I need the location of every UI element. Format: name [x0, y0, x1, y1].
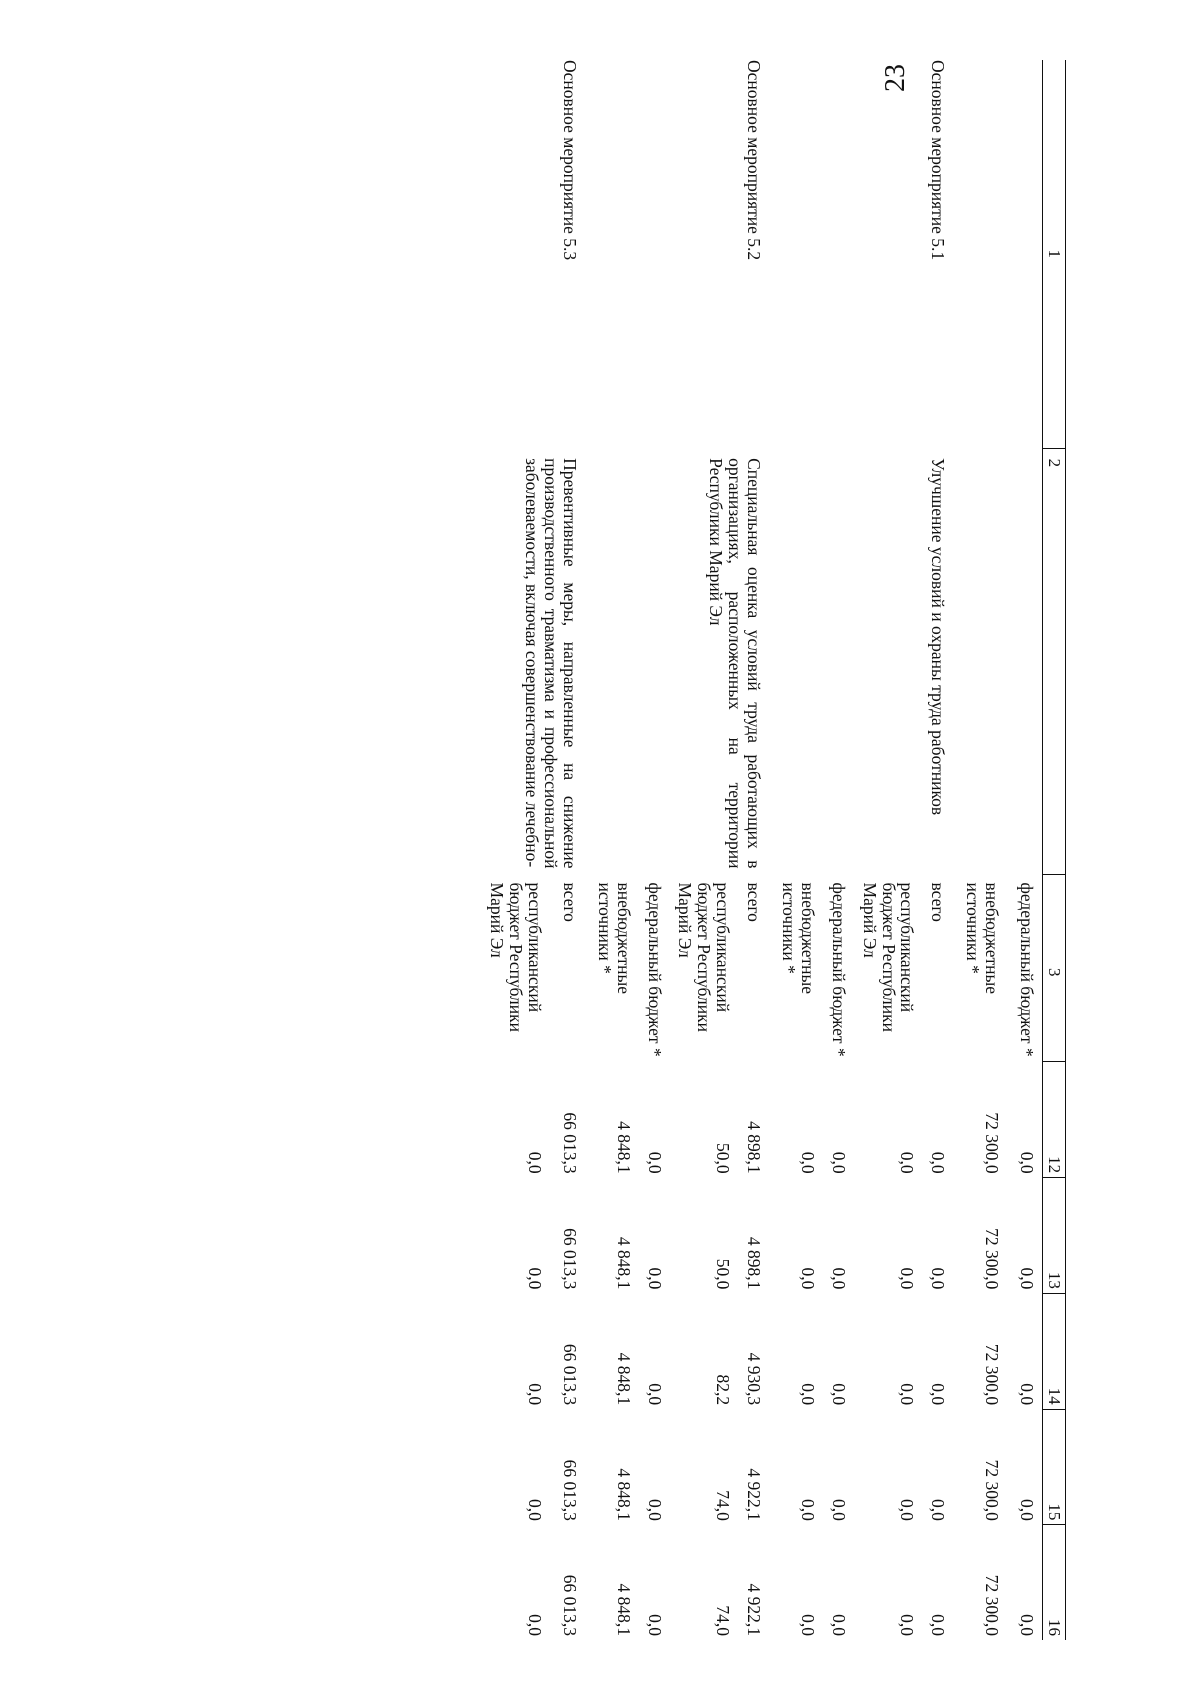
value-cell: 66 013,3: [559, 1343, 580, 1406]
value-cell: 0,0: [897, 1498, 918, 1521]
value-cell: 0,0: [524, 1267, 545, 1290]
value-cell: 4 848,1: [613, 1352, 634, 1406]
column-header-12: 12: [1043, 1062, 1066, 1178]
value-cell: 50,0: [713, 1258, 734, 1290]
activity-name: Основное мероприятие 5.2: [744, 60, 765, 261]
column-header-1: 1: [1043, 60, 1066, 448]
value-cell: 0,0: [1017, 1151, 1037, 1174]
funding-source: республиканский бюджет Республики Марий Эл: [487, 882, 545, 1032]
column-header-2: 2: [1043, 448, 1066, 874]
value-cell: 0,0: [897, 1614, 918, 1636]
value-cell: 4 848,1: [613, 1121, 634, 1174]
value-cell: 0,0: [828, 1614, 849, 1636]
value-cell: 82,2: [713, 1374, 734, 1406]
activity-description: Специальная оценка условий труда работающих в организациях, расположенных на территории Республики Марий Эл: [706, 458, 765, 869]
column-number-header-row: [1043, 60, 1066, 1640]
rotated-table-page: [206, 60, 1066, 1640]
value-cell: 74,0: [713, 1605, 734, 1636]
funding-source: внебюджетные источники *: [594, 882, 634, 995]
value-cell: 72 300,0: [982, 1459, 1003, 1521]
value-cell: 0,0: [797, 1498, 818, 1521]
value-cell: 0,0: [524, 1614, 545, 1636]
funding-source: внебюджетные источники *: [963, 882, 1003, 995]
value-cell: 0,0: [1017, 1267, 1037, 1290]
column-header-3: 3: [1043, 875, 1066, 1062]
value-cell: 0,0: [897, 1267, 918, 1290]
value-cell: 0,0: [797, 1614, 818, 1636]
table-row: [963, 60, 1001, 1640]
funding-source: внебюджетные источники *: [778, 882, 818, 995]
funding-source: федеральный бюджет *: [644, 882, 665, 1057]
value-cell: 0,0: [928, 1498, 949, 1521]
value-cell: 0,0: [897, 1151, 918, 1174]
column-header-14: 14: [1043, 1293, 1066, 1409]
value-cell: 72 300,0: [982, 1343, 1003, 1406]
column-header-16: 16: [1043, 1525, 1066, 1640]
value-cell: 0,0: [644, 1614, 665, 1636]
value-cell: 0,0: [1017, 1614, 1037, 1636]
value-cell: 50,0: [713, 1143, 734, 1174]
value-cell: 66 013,3: [559, 1112, 580, 1174]
value-cell: 0,0: [644, 1151, 665, 1174]
column-header-13: 13: [1043, 1178, 1066, 1294]
activity-name: Основное мероприятие 5.1: [928, 60, 949, 261]
value-cell: 4 898,1: [744, 1236, 765, 1290]
value-cell: 72 300,0: [982, 1574, 1003, 1636]
value-cell: 4 848,1: [613, 1468, 634, 1521]
value-cell: 0,0: [828, 1383, 849, 1406]
column-header-15: 15: [1043, 1409, 1066, 1525]
value-cell: 72 300,0: [982, 1228, 1003, 1290]
value-cell: 4 922,1: [744, 1583, 765, 1636]
table-row: [1017, 60, 1042, 1640]
value-cell: 4 848,1: [613, 1583, 634, 1636]
value-cell: 4 848,1: [613, 1236, 634, 1290]
table-row: [560, 60, 579, 1640]
activity-description: Превентивные меры, направленные на снижение производственного травматизма и профессиональной заболеваемости, включая совершенствование лечебно-: [522, 458, 580, 869]
table-row: [928, 60, 947, 1640]
value-cell: 0,0: [828, 1498, 849, 1521]
value-cell: 0,0: [644, 1383, 665, 1406]
value-cell: 0,0: [928, 1151, 949, 1174]
value-cell: 66 013,3: [559, 1228, 580, 1290]
value-cell: 0,0: [897, 1383, 918, 1406]
value-cell: 72 300,0: [982, 1112, 1003, 1174]
value-cell: 4 922,1: [744, 1468, 765, 1521]
table-row: [744, 60, 763, 1640]
funding-source: всего: [928, 882, 949, 922]
value-cell: 0,0: [797, 1151, 818, 1174]
activity-name: Основное мероприятие 5.3: [559, 60, 580, 261]
value-cell: 0,0: [644, 1267, 665, 1290]
value-cell: 0,0: [644, 1498, 665, 1521]
value-cell: 0,0: [524, 1383, 545, 1406]
budget-table: [487, 60, 1066, 1640]
value-cell: 74,0: [713, 1490, 734, 1521]
funding-source: республиканский бюджет Республики Марий Эл: [675, 882, 734, 1032]
value-cell: 0,0: [797, 1267, 818, 1290]
value-cell: 0,0: [828, 1151, 849, 1174]
value-cell: 0,0: [928, 1267, 949, 1290]
value-cell: 66 013,3: [559, 1574, 580, 1636]
page-number: 23: [880, 64, 911, 92]
value-cell: 0,0: [928, 1383, 949, 1406]
value-cell: 0,0: [928, 1614, 949, 1636]
funding-source: всего: [559, 882, 580, 922]
activity-description: Улучшение условий и охраны труда работников: [928, 458, 949, 816]
funding-source: федеральный бюджет *: [828, 882, 849, 1057]
value-cell: 0,0: [797, 1383, 818, 1406]
value-cell: 0,0: [524, 1151, 545, 1174]
value-cell: 0,0: [828, 1267, 849, 1290]
funding-source: всего: [744, 882, 765, 922]
value-cell: 0,0: [1017, 1498, 1037, 1521]
value-cell: 0,0: [1017, 1383, 1037, 1406]
value-cell: 0,0: [524, 1498, 545, 1521]
funding-source: федеральный бюджет *: [1017, 882, 1037, 1057]
value-cell: 4 898,1: [744, 1121, 765, 1174]
value-cell: 66 013,3: [559, 1459, 580, 1521]
funding-source: республиканский бюджет Республики Марий Эл: [859, 882, 918, 1032]
value-cell: 4 930,3: [744, 1352, 765, 1406]
